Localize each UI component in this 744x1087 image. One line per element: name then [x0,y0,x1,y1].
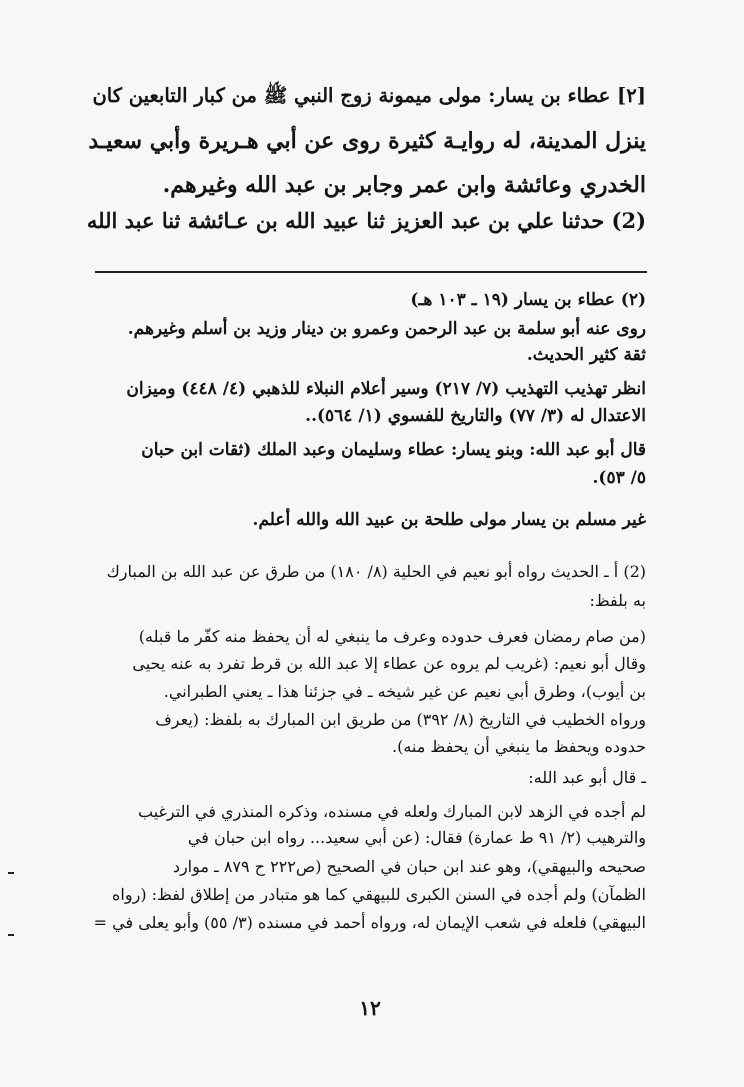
main-line: [٢] عطاء بن يسار: مولى ميمونة زوج النبي ﷺ من كبار التابعين كان [92,84,646,107]
footnote-line: صحيحه والبيهقي)، وهو عند ابن حبان في الصحيح (ص٢٢٢ ح ٨٧٩ ـ موارد [172,857,646,876]
footnote-line: لم أجده في الزهد لابن المبارك ولعله في مسنده، وذكره المنذري في الترغيب [138,802,646,821]
footnote-line: غير مسلم بن يسار مولى طلحة بن عبيد الله والله أعلم. [252,510,646,530]
footnote-line: حدوده ويحفظ ما ينبغي أن يحفظ منه). [392,737,646,756]
footnote-line: (٢) عطاء بن يسار (١٩ ـ ١٠٣ هـ) [410,290,646,310]
main-line: الخدري وعائشة وابن عمر وجابر بن عبد الله وغيرهم. [162,172,646,198]
footnote-line: به بلفظ: [589,591,646,610]
footnote-line: وقال أبو نعيم: (غريب لم يروه عن عطاء إلا عبد الله بن قرط تفرد به عنه يحيى [132,654,646,673]
footnote-line: الاعتدال له (٣/ ٧٧) والتاريخ للفسوي (١/ ٥٦٤).. [305,406,646,426]
footnote-line: انظر تهذيب التهذيب (٧/ ٢١٧) وسير أعلام النبلاء للذهبي (٤/ ٤٤٨) وميزان [126,379,646,399]
footnote-line: البيهقي) فلعله في شعب الإيمان له، ورواه أحمد في مسنده (٣/ ٥٥) وأبو يعلى في = [93,913,646,932]
main-line: ينزل المدينة، له روايـة كثيرة روى عن أبي هـريرة وأبي سعيـد [88,128,646,154]
footnote-line: (2) أ ـ الحديث رواه أبو نعيم في الحلية (٨/ ١٨٠) من طرق عن عبد الله بن المبارك [106,562,646,581]
footnote-line: ٥/ ٥٣). [592,468,646,488]
margin-mark [8,934,14,936]
footnote-line: ثقة كثير الحديث. [526,345,646,365]
footnote-line: (من صام رمضان فعرف حدوده وعرف ما ينبغي له أن يحفظ منه كفّر ما قبله) [138,627,646,646]
footnote-line: والترهيب (٢/ ٩١ ط عمارة) فقال: (عن أبي سعيد... رواه ابن حبان في [187,828,646,847]
main-line: (2) حدثنا علي بن عبد العزيز ثنا عبيد الله بن عـائشة ثنا عبد الله [86,208,646,233]
footnote-line: قال أبو عبد الله: وبنو يسار: عطاء وسليمان وعبد الملك (ثقات ابن حبان [141,440,646,460]
footnote-line: ـ قال أبو عبد الله: [528,768,646,787]
footnote-line: ورواه الخطيب في التاريخ (٨/ ٣٩٢) من طريق ابن المبارك به بلفظ: (يعرف [155,710,646,729]
footnote-line: روى عنه أبو سلمة بن عبد الرحمن وعمرو بن دينار وزيد بن أسلم وغيرهم. [127,319,646,339]
page-number: ١٢ [359,996,381,1020]
footnote-line: بن أيوب)، وطرق أبي نعيم عن غير شيخه ـ في جزئنا هذا ـ يعني الطبراني. [163,682,646,701]
footnote-separator [95,271,647,273]
margin-mark [8,872,14,874]
footnote-line: الظمآن) ولم أجده في السنن الكبرى للبيهقي كما هو متبادر من إطلاق لفظ: (رواه [112,885,646,904]
